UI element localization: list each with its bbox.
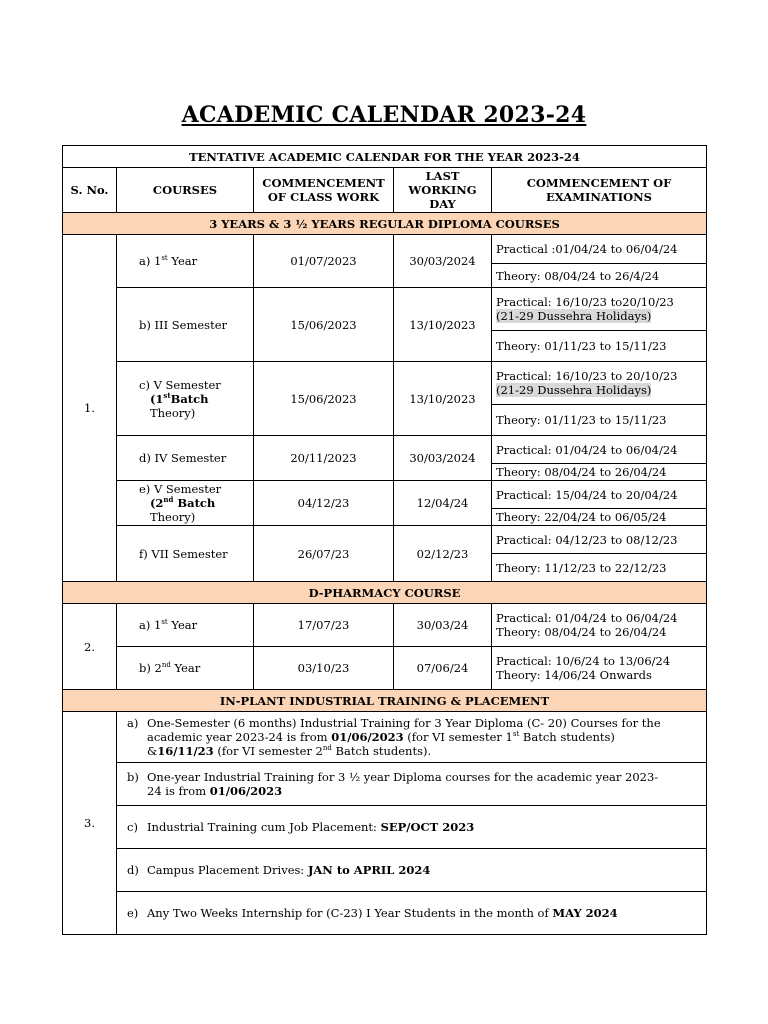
serial-number: 1. [63,235,117,582]
practical-exam: Practical: 15/04/24 to 20/04/24 [492,481,707,509]
course-name: b) III Semester [117,288,254,362]
header-sno: S. No. [63,168,117,213]
theory-exam: Theory: 22/04/24 to 06/05/24 [492,509,707,526]
header-last-day: LAST WORKING DAY [394,168,492,213]
holiday-note: (21-29 Dussehra Holidays) [496,309,652,323]
practical-exam: Practical: 04/12/23 to 08/12/23 [492,526,707,554]
class-start: 15/06/2023 [254,288,394,362]
exam-schedule: Practical: 01/04/24 to 06/04/24 Theory: 08/04/24 to 26/04/24 [492,604,707,647]
last-working-day: 12/04/24 [394,481,492,526]
practical-exam: Practical: 16/10/23 to 20/10/23 (21-29 Dussehra Holidays) [492,362,707,405]
course-name: f) VII Semester [117,526,254,582]
training-item: e) Any Two Weeks Internship for (C-23) I Year Students in the month of MAY 2024 [117,892,707,935]
practical-exam: Practical: 01/04/24 to 06/04/24 [492,436,707,464]
theory-exam: Theory: 11/12/23 to 22/12/23 [492,554,707,582]
training-item: c) Industrial Training cum Job Placement: SEP/OCT 2023 [117,806,707,849]
theory-exam: Theory: 08/04/24 to 26/04/24 [492,464,707,481]
last-working-day: 30/03/2024 [394,235,492,288]
section-title-diploma: 3 YEARS & 3 ½ YEARS REGULAR DIPLOMA COURSES [63,213,707,235]
page-title: ACADEMIC CALENDAR 2023-24 [181,102,587,128]
class-start: 03/10/23 [254,647,394,690]
last-working-day: 13/10/2023 [394,288,492,362]
last-working-day: 13/10/2023 [394,362,492,436]
course-name: a) 1st Year [117,235,254,288]
last-working-day: 30/03/2024 [394,436,492,481]
header-exams: COMMENCEMENT OF EXAMINATIONS [492,168,707,213]
holiday-note: (21-29 Dussehra Holidays) [496,383,652,397]
training-item: a) One-Semester (6 months) Industrial Training for 3 Year Diploma (C- 20) Courses for the academic year 2023-24 is from 01/06/2023 (for VI semester 1st Batch students) &16/11/23 (for VI semester 2nd Batch students). [117,712,707,763]
serial-number: 2. [63,604,117,690]
class-start: 17/07/23 [254,604,394,647]
practical-exam: Practical :01/04/24 to 06/04/24 [492,235,707,264]
exam-schedule: Practical: 10/6/24 to 13/06/24 Theory: 14/06/24 Onwards [492,647,707,690]
theory-exam: Theory: 01/11/23 to 15/11/23 [492,331,707,362]
class-start: 04/12/23 [254,481,394,526]
course-name: d) IV Semester [117,436,254,481]
class-start: 15/06/2023 [254,362,394,436]
table-title: TENTATIVE ACADEMIC CALENDAR FOR THE YEAR 2023-24 [63,146,707,168]
last-working-day: 30/03/24 [394,604,492,647]
header-courses: COURSES [117,168,254,213]
serial-number: 3. [63,712,117,935]
theory-exam: Theory: 01/11/23 to 15/11/23 [492,405,707,436]
academic-calendar-table [62,145,707,935]
class-start: 01/07/2023 [254,235,394,288]
course-name: b) 2nd Year [117,647,254,690]
practical-exam: Practical: 16/10/23 to20/10/23 (21-29 Dussehra Holidays) [492,288,707,331]
section-title-pharmacy: D-PHARMACY COURSE [63,582,707,604]
course-name: c) V Semester (1stBatch Theory) [117,362,254,436]
training-item: d) Campus Placement Drives: JAN to APRIL 2024 [117,849,707,892]
course-name: a) 1st Year [117,604,254,647]
last-working-day: 07/06/24 [394,647,492,690]
training-item: b) One-year Industrial Training for 3 ½ year Diploma courses for the academic year 2023-24 is from 01/06/2023 [117,763,707,806]
last-working-day: 02/12/23 [394,526,492,582]
class-start: 26/07/23 [254,526,394,582]
course-name: e) V Semester (2nd Batch Theory) [117,481,254,526]
header-commencement: COMMENCEMENT OF CLASS WORK [254,168,394,213]
section-title-training: IN-PLANT INDUSTRIAL TRAINING & PLACEMENT [63,690,707,712]
theory-exam: Theory: 08/04/24 to 26/4/24 [492,264,707,288]
class-start: 20/11/2023 [254,436,394,481]
